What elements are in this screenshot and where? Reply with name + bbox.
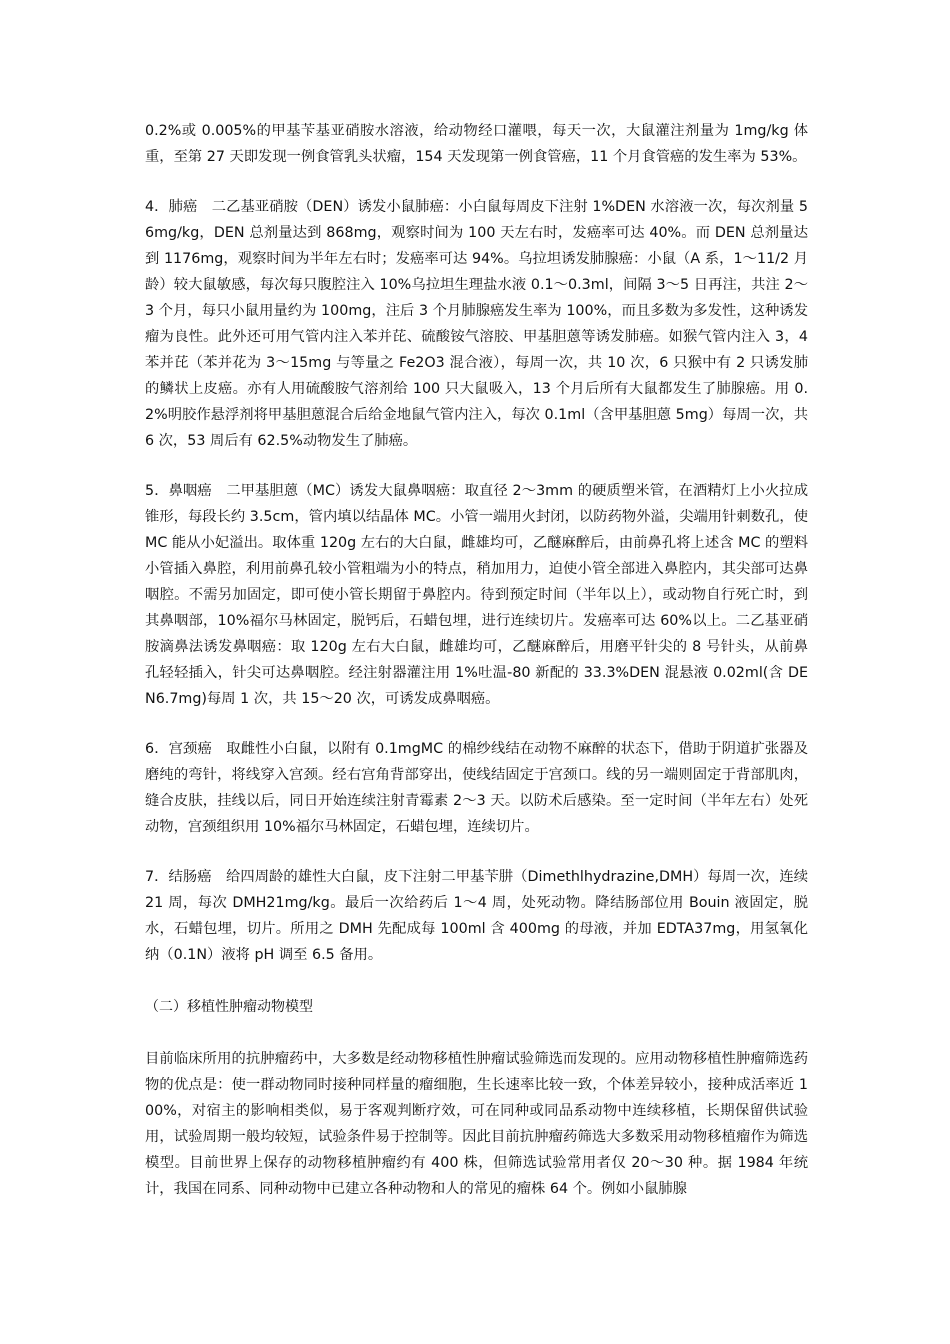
paragraph-lung-cancer: 4．肺癌 二乙基亚硝胺（DEN）诱发小鼠肺癌：小白鼠每周皮下注射 1%DEN 水溶液一次，每次剂量 56mg/kg，DEN 总剂量达到 868mg，观察时间为 100 天左右时，发癌率可达 40%。而 DEN 总剂量达到 1176mg，观察时间为半年左右时；发癌率可达 94%。乌拉坦诱发肺腺癌：小鼠（A 系，1～11/2 月龄）较大鼠敏感，每次每只腹腔注入 10%乌拉坦生理盐水液 0.1～0.3ml，间隔 3～5 日再注，共注 2～3 个月，每只小鼠用量约为 100mg，注后 3 个月肺腺癌发生率为 100%，而且多数为多发性，这种诱发瘤为良性。此外还可用气管内注入苯并芘、硫酸铵气溶胶、甲基胆蒽等诱发肺癌。如猴气管内注入 3，4 苯并芘（苯并花为 3～15mg 与等量之 Fe2O3 混合液），每周一次，共 10 次，6 只猴中有 2 只诱发肺的鳞状上皮癌。亦有人用硫酸胺气溶剂给 100 只大鼠吸入，13 个月后所有大鼠都发生了肺腺癌。用 0.2%明胶作悬浮剂将甲基胆蒽混合后给金地鼠气管内注入，每次 0.1ml（含甲基胆蒽 5mg）每周一次，共 6 次，53 周后有 62.5%动物发生了肺癌。	[145, 199, 808, 449]
paragraph-nasopharyngeal-cancer: 5．鼻咽癌 二甲基胆蒽（MC）诱发大鼠鼻咽癌：取直径 2～3mm 的硬质塑米管，在酒精灯上小火拉成锥形，每段长约 3.5cm，管内填以结晶体 MC。小管一端用火封闭，以防药物外溢，尖端用针刺数孔，使 MC 能从小妃溢出。取体重 120g 左右的大白鼠，雌雄均可，乙醚麻醉后，由前鼻孔将上述含 MC 的塑料小管插入鼻腔，利用前鼻孔较小管粗端为小的特点，稍加用力，迫使小管全部进入鼻腔内，其尖部可达鼻咽腔。不需另加固定，即可使小管长期留于鼻腔内。待到预定时间（半年以上），或动物自行死亡时，到其鼻咽部，10%福尔马林固定，脱钙后，石蜡包埋，进行连续切片。发癌率可达 60%以上。二乙基亚硝胺滴鼻法诱发鼻咽癌：取 120g 左右大白鼠，雌雄均可，乙醚麻醉后，用磨平针尖的 8 号针头，从前鼻孔轻轻插入，针尖可达鼻咽腔。经注射器灌注用 1%吐温-80 新配的 33.3%DEN 混悬液 0.02ml(含 DEN6.7mg)每周 1 次，共 15～20 次，可诱发成鼻咽癌。	[145, 483, 808, 707]
paragraph-transplanted-tumor-models: 目前临床所用的抗肿瘤药中，大多数是经动物移植性肿瘤试验筛选而发现的。应用动物移植性肿瘤筛选药物的优点是：使一群动物同时接种同样量的瘤细胞，生长速率比较一致，个体差异较小，接种成活率近 100%，对宿主的影响相类似，易于客观判断疗效，可在同种或同品系动物中连续移植，长期保留供试验用，试验周期一般均较短，试验条件易于控制等。因此目前抗肿瘤药筛选大多数采用动物移植瘤作为筛选模型。目前世界上保存的动物移植肿瘤约有 400 株，但筛选试验常用者仅 20～30 种。据 1984 年统计，我国在同系、同种动物中已建立各种动物和人的常见的瘤株 64 个。例如小鼠肺腺	[145, 1051, 808, 1197]
paragraph-colon-cancer: 7．结肠癌 给四周龄的雄性大白鼠，皮下注射二甲基苄肼（Dimethlhydrazine,DMH）每周一次，连续 21 周，每次 DMH21mg/kg。最后一次给药后 1～4 周，处死动物。降结肠部位用 Bouin 液固定，脱水，石蜡包埋，切片。所用之 DMH 先配成每 100ml 含 400mg 的母液，并加 EDTA37mg，用氢氧化纳（0.1N）液将 pH 调至 6.5 备用。	[145, 869, 808, 963]
paragraph-cervical-cancer: 6．宫颈癌 取雌性小白鼠，以附有 0.1mgMC 的棉纱线结在动物不麻醉的状态下，借助于阴道扩张器及磨纯的弯针，将线穿入宫颈。经右宫角背部穿出，使线结固定于宫颈口。线的另一端则固定于背部肌肉，缝合皮肤，挂线以后，同日开始连续注射青霉素 2～3 天。以防术后感染。至一定时间（半年左右）处死动物，宫颈组织用 10%福尔马林固定，石蜡包埋，连续切片。	[145, 741, 808, 835]
paragraph-esophageal-cancer: 0.2%或 0.005%的甲基苄基亚硝胺水溶液，给动物经口灌喂，每天一次，大鼠灌注剂量为 1mg/kg 体重，至第 27 天即发现一例食管乳头状瘤，154 天发现第一例食管癌，11 个月食管癌的发生率为 53%。	[145, 123, 808, 165]
section-heading: （二）移植性肿瘤动物模型	[145, 999, 313, 1015]
document-body	[145, 118, 808, 1202]
